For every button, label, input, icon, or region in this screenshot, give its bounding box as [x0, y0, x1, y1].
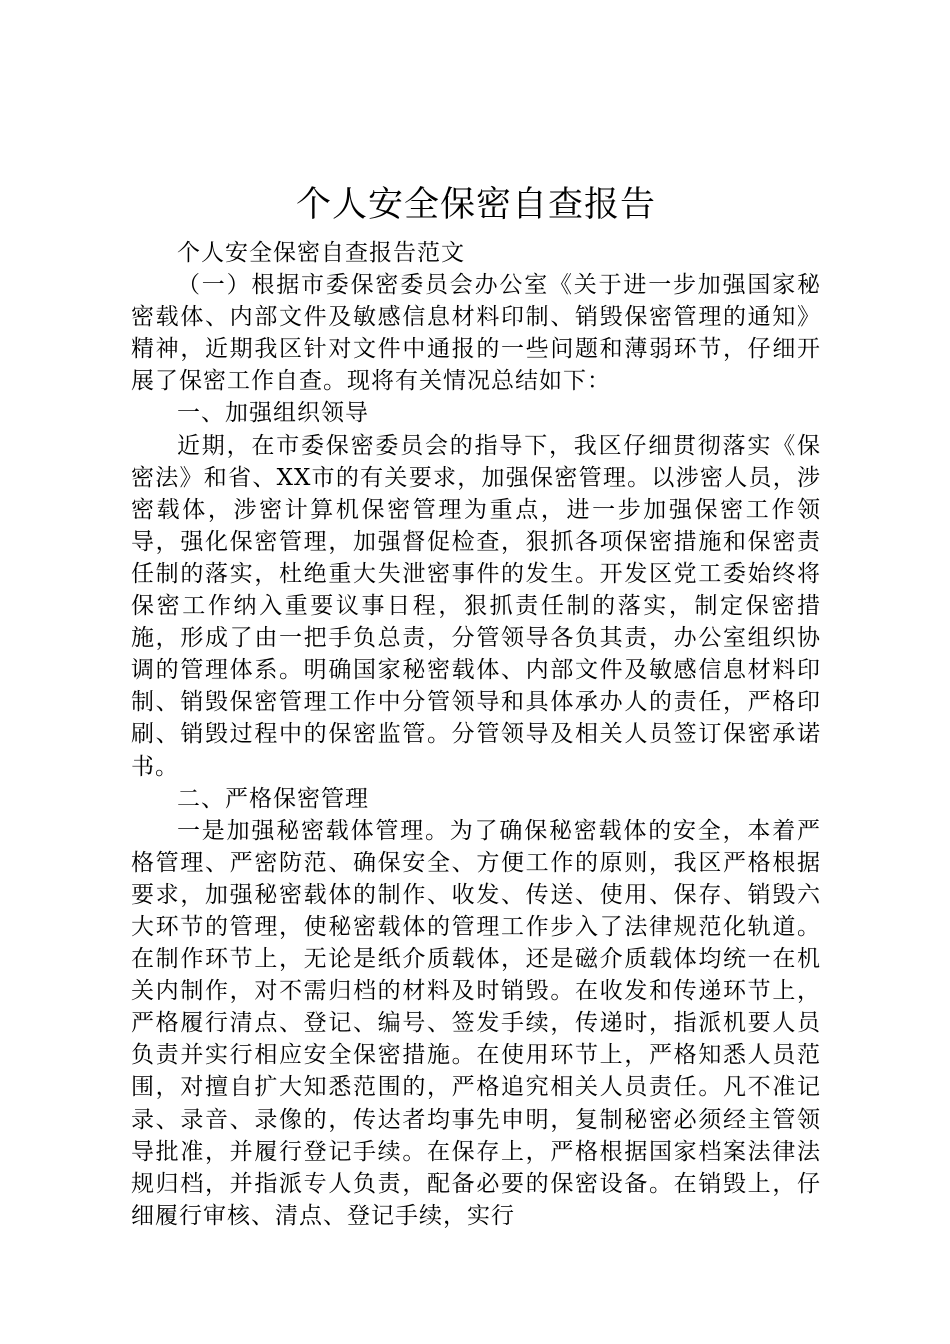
- document-body: [131, 237, 821, 1232]
- section-heading-2: 二、严格保密管理: [177, 785, 369, 812]
- document-page: [131, 0, 821, 1232]
- paragraph-intro: （一）根据市委保密委员会办公室《关于进一步加强国家秘密载体、内部文件及敏感信息材料印制、销毁保密管理的通知》精神，近期我区针对文件中通报的一些问题和薄弱环节，仔细开展了保密工作自查。现将有关情况总结如下：: [131, 272, 821, 395]
- paragraph-section-1: 近期，在市委保密委员会的指导下，我区仔细贯彻落实《保密法》和省、XX市的有关要求，加强保密管理。以涉密人员，涉密载体，涉密计算机保密管理为重点，进一步加强保密工作领导，强化保密管理，加强督促检查，狠抓各项保密措施和保密责任制的落实，杜绝重大失泄密事件的发生。开发区党工委始终将保密工作纳入重要议事日程，狠抓责任制的落实，制定保密措施，形成了由一把手负总责，分管领导各负其责，办公室组织协调的管理体系。明确国家秘密载体、内部文件及敏感信息材料印制、销毁保密管理工作中分管领导和具体承办人的责任，严格印刷、销毁过程中的保密监管。分管领导及相关人员签订保密承诺书。: [131, 432, 821, 780]
- document-title: 个人安全保密自查报告: [295, 185, 656, 225]
- paragraph-section-2: 一是加强秘密载体管理。为了确保秘密载体的安全，本着严格管理、严密防范、确保安全、方便工作的原则，我区严格根据要求，加强秘密载体的制作、收发、传送、使用、保存、销毁六大环节的管理，使秘密载体的管理工作步入了法律规范化轨道。在制作环节上，无论是纸介质载体，还是磁介质载体均统一在机关内制作，对不需归档的材料及时销毁。在收发和传递环节上，严格履行清点、登记、编号、签发手续，传递时，指派机要人员负责并实行相应安全保密措施。在使用环节上，严格知悉人员范围，对擅自扩大知悉范围的，严格追究相关人员责任。凡不准记录、录音、录像的，传达者均事先申明，复制秘密必须经主管领导批准，并履行登记手续。在保存上，严格根据国家档案法律法规归档，并指派专人负责，配备必要的保密设备。在销毁上，仔细履行审核、清点、登记手续，实行: [131, 817, 821, 1229]
- section-heading-1: 一、加强组织领导: [177, 400, 369, 427]
- paragraph-subtitle: 个人安全保密自查报告范文: [177, 240, 465, 266]
